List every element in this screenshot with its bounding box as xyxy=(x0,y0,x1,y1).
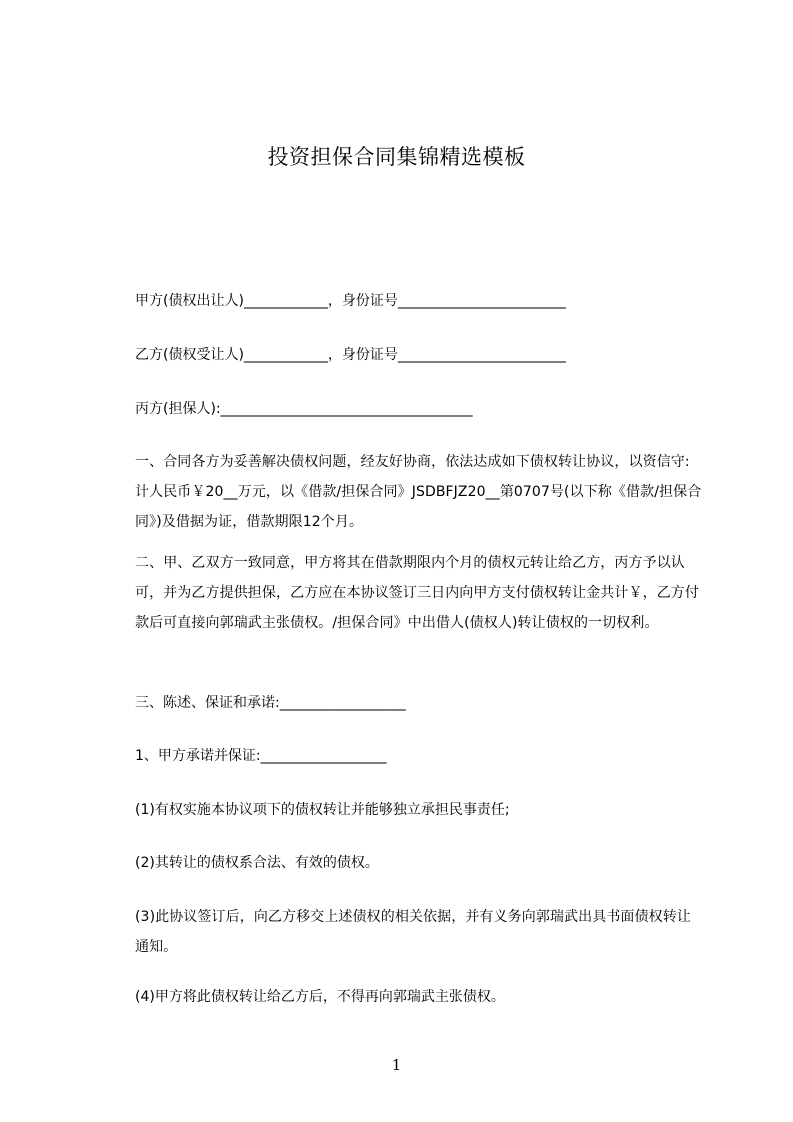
item-1-3-text: (3)此协议签订后，向乙方移交上述债权的相关依据，并有义务向郭瑞武出具书面债权转让通知。 xyxy=(135,909,691,955)
section-1-paragraph xyxy=(103,447,703,537)
item-1-1-text: (1)有权实施本协议项下的债权转让并能够独立承担民事责任; xyxy=(135,802,510,818)
section-3-heading: 三、陈述、保证和承诺:__________________ xyxy=(135,695,406,711)
party-c-line: 丙方(担保人):____________________________________ xyxy=(135,401,473,417)
section-1-text: 一、合同各方为妥善解决债权问题，经友好协商，依法达成如下债权转让协议，以资信守:计人民币￥20__万元，以《借款/担保合同》JSDBFJZ20__第0707号(以下称《借款/担保合同》)及借据为证，借款期限12个月。 xyxy=(135,454,702,530)
page-number: 1 xyxy=(391,1056,402,1074)
section-2-paragraph xyxy=(103,548,703,638)
party-b-line: 乙方(债权受让人)____________，身份证号________________________ xyxy=(135,347,566,363)
section-2-text: 二、甲、乙双方一致同意，甲方将其在借款期限内个月的债权元转让给乙方，丙方予以认可，并为乙方提供担保，乙方应在本协议签订三日内向甲方支付债权转让金共计￥，乙方付款后可直接向郭瑞武主张债权。/担保合同》中出借人(债权人)转让债权的一切权利。 xyxy=(135,555,699,631)
party-a-line: 甲方(债权出让人)____________，身份证号________________________ xyxy=(135,293,566,309)
item-1-2-text: (2)其转让的债权系合法、有效的债权。 xyxy=(135,855,379,871)
item-1-3-paragraph xyxy=(103,902,703,962)
item-1-heading: 1、甲方承诺并保证:__________________ xyxy=(135,748,387,764)
document-title: 投资担保合同集锦精选模板 xyxy=(267,145,526,169)
item-1-4-text: (4)甲方将此债权转让给乙方后，不得再向郭瑞武主张债权。 xyxy=(135,989,505,1005)
